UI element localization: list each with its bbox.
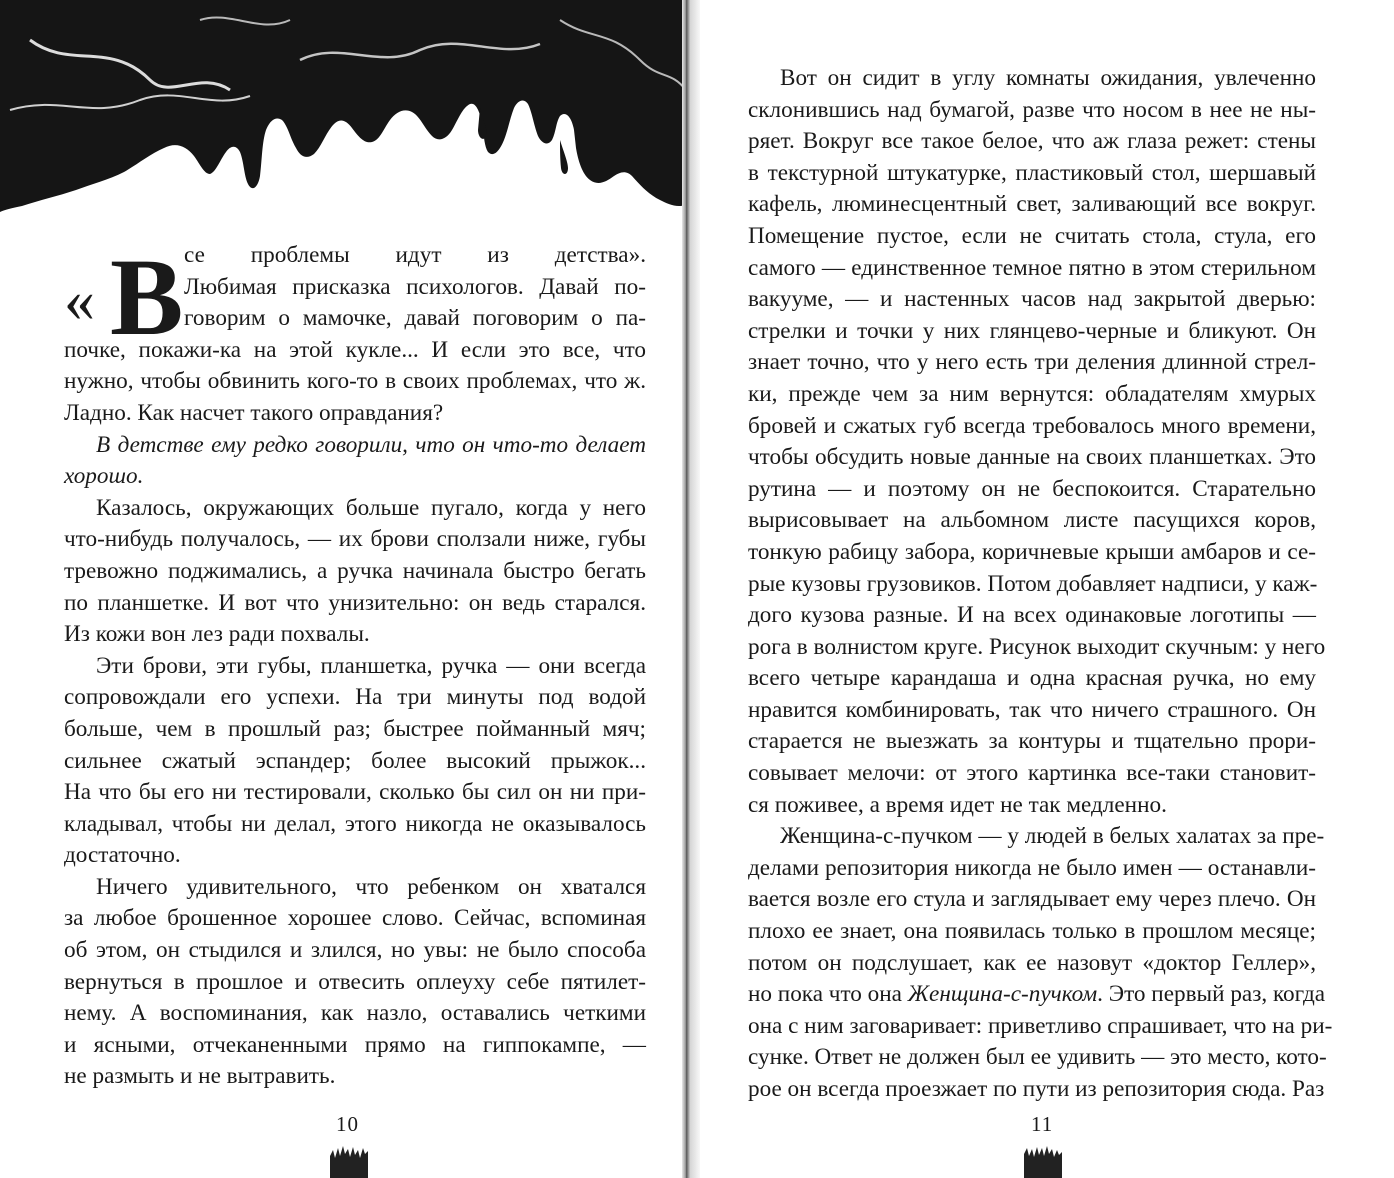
text-line: сунке. Ответ не должен был ее удивить — это место, кото- bbox=[748, 1044, 1327, 1071]
text-line: нему. А воспоминания, как назло, оставались четкими bbox=[64, 1000, 646, 1027]
text-line: Вот он сидит в углу комнаты ожидания, увлеченно bbox=[780, 65, 1316, 91]
text-line: сильнее сжатый эспандер; более высокий прыжок... bbox=[64, 747, 646, 774]
opening-quote-mark: « bbox=[64, 267, 95, 335]
text-line: рые кузовы грузовиков. Потом добавляет надписи, у каж- bbox=[748, 570, 1318, 597]
text-line: Казалось, окружающих больше пугало, когда у него bbox=[96, 494, 646, 521]
text-line: за любое брошенное хорошее слово. Сейчас, вспоминая bbox=[64, 905, 646, 932]
ink-splash-illustration bbox=[0, 0, 686, 260]
page-number: 10 bbox=[336, 1112, 359, 1136]
text-line: говорим о мамочке, давай поговорим о па- bbox=[184, 305, 646, 332]
text-line: больше, чем в прошлый раз; быстрее пойманный мяч; bbox=[64, 715, 646, 742]
text-line: Ничего удивительного, что ребенком он хватался bbox=[96, 873, 646, 900]
text-line-mixed bbox=[748, 979, 1326, 1011]
text-line: бровей и сжатых губ всегда требовалось много времени, bbox=[748, 412, 1316, 439]
text-line: Ладно. Как насчет такого оправдания? bbox=[64, 399, 444, 426]
text-line: вырисовывает на альбомном листе пасущихся коров, bbox=[748, 507, 1316, 534]
italic-name: Женщина-с-пучком bbox=[907, 981, 1098, 1008]
paragraph bbox=[748, 821, 1333, 1105]
text-line: дого кузова разные. И на всех одинаковые логотипы — bbox=[748, 602, 1316, 629]
text-line: вернуться в прошлое и отвесить оплеуху себе пятилет- bbox=[64, 968, 646, 995]
text-line: нравится комбинировать, так что ничего страшного. Он bbox=[748, 696, 1316, 723]
text-line: вается возле его стула и заглядывает ему через плечо. Он bbox=[748, 886, 1316, 913]
text-line: В детстве ему редко говорили, что он что-то делает bbox=[96, 431, 646, 458]
text-line: нужно, чтобы обвинить кого-то в своих проблемах, что ж. bbox=[64, 368, 646, 395]
text-line: совывает мелочи: от этого картинка все-таки становит- bbox=[748, 760, 1316, 787]
text-line: она с ним заговаривает: приветливо спрашивает, что на ри- bbox=[748, 1012, 1333, 1039]
text-line: не размыть и не вытравить. bbox=[64, 1063, 336, 1090]
text-line: потом он подслушает, как ее назовут «доктор Геллер», bbox=[748, 949, 1316, 976]
text-line: рое он всегда проезжает по пути из репозитория сюда. Раз bbox=[748, 1076, 1325, 1102]
text-line: вакууме, — и настенных часов над закрытой дверью: bbox=[748, 286, 1316, 313]
text-line: тревожно поджимались, а ручка начинала быстро бегать bbox=[64, 557, 646, 584]
text-line: ки, прежде чем за ним вернутся: обладателям хмурых bbox=[748, 380, 1316, 407]
text-line: Женщина-с-пучком — у людей в белых халатах за пре- bbox=[780, 823, 1325, 850]
text-line: сопровождали его успехи. На три минуты под водой bbox=[64, 684, 646, 711]
text-line: кладывал, чтобы ни делал, этого никогда не оказывалось bbox=[64, 810, 646, 837]
text-line: и ясными, отчеканенными прямо на гиппокампе, — bbox=[64, 1031, 646, 1058]
text-line: почке, покажи-ка на этой кукле... И если это все, что bbox=[64, 336, 646, 363]
text-line: плохо ее знает, она появилась только в прошлом месяце; bbox=[748, 918, 1316, 945]
text-line: Любимая присказка психологов. Давай по- bbox=[184, 273, 646, 300]
opening-paragraph bbox=[64, 236, 646, 430]
right-page-text bbox=[748, 63, 1333, 1106]
text-line: делами репозитория никогда не было имен — останавли- bbox=[748, 854, 1316, 881]
text-line: рутина — и поэтому он не беспокоится. Старательно bbox=[748, 475, 1316, 502]
paragraph bbox=[64, 872, 646, 1093]
page-tab-ink-mark bbox=[330, 1146, 368, 1178]
paragraph bbox=[64, 651, 646, 872]
left-page bbox=[0, 0, 686, 1178]
drop-cap-letter: В bbox=[110, 236, 184, 358]
text-line: кафель, люминесцентный свет, заливающий все вокруг. bbox=[748, 191, 1316, 218]
left-page-text bbox=[64, 236, 646, 1093]
text-line: Из кожи вон лез ради похвалы. bbox=[64, 621, 370, 648]
text-line: се проблемы идут из детства». bbox=[184, 242, 646, 268]
text-line: чтобы обсудить новые данные на своих планшетках. Это bbox=[748, 444, 1316, 471]
text-line: рога в волнистом круге. Рисунок выходит скучным: у него bbox=[748, 633, 1326, 660]
text-line: тонкую рабицу забора, коричневые крыши амбаров и се- bbox=[748, 538, 1316, 565]
text-line: На что бы его ни тестировали, сколько бы сил он ни при- bbox=[64, 779, 646, 806]
text-span: но пока что она bbox=[748, 981, 908, 1008]
text-span: . Это первый раз, когда bbox=[1097, 981, 1326, 1008]
text-line: об этом, он стыдился и злился, но увы: не было способа bbox=[64, 937, 646, 964]
page-number: 11 bbox=[1031, 1112, 1054, 1136]
italic-paragraph bbox=[64, 430, 646, 493]
text-line: по планшетке. И вот что унизительно: он ведь старался. bbox=[64, 589, 646, 616]
text-line: что-нибудь получалось, — их брови сползали ниже, губы bbox=[64, 526, 646, 553]
text-line: ряет. Вокруг все такое белое, что аж глаза режет: стены bbox=[748, 128, 1316, 155]
text-line: Эти брови, эти губы, планшетка, ручка — они всегда bbox=[96, 652, 646, 679]
text-line: хорошо. bbox=[64, 463, 144, 490]
paragraph bbox=[748, 63, 1326, 821]
text-line: всего четыре карандаша и одна красная ручка, но ему bbox=[748, 665, 1316, 692]
text-line: самого — единственное темное пятно в этом стерильном bbox=[748, 254, 1316, 281]
text-line: ся поживее, а время идет не так медленно. bbox=[748, 791, 1167, 818]
paragraph bbox=[64, 493, 646, 651]
text-line: достаточно. bbox=[64, 842, 181, 869]
text-line: стрелки и точки у них глянцево-черные и бликуют. Он bbox=[748, 317, 1316, 344]
text-line: в текстурной штукатурке, пластиковый стол, шершавый bbox=[748, 159, 1316, 186]
page-tab-ink-mark bbox=[1024, 1146, 1062, 1178]
text-line: Помещение пустое, если не считать стола, стула, его bbox=[748, 222, 1316, 249]
text-line: старается не выезжать за контуры и тщательно прори- bbox=[748, 728, 1316, 755]
text-line: склонившись над бумагой, разве что носом в нее не ны- bbox=[748, 96, 1316, 123]
text-line: знает точно, что у него есть три деления длинной стрел- bbox=[748, 349, 1316, 376]
